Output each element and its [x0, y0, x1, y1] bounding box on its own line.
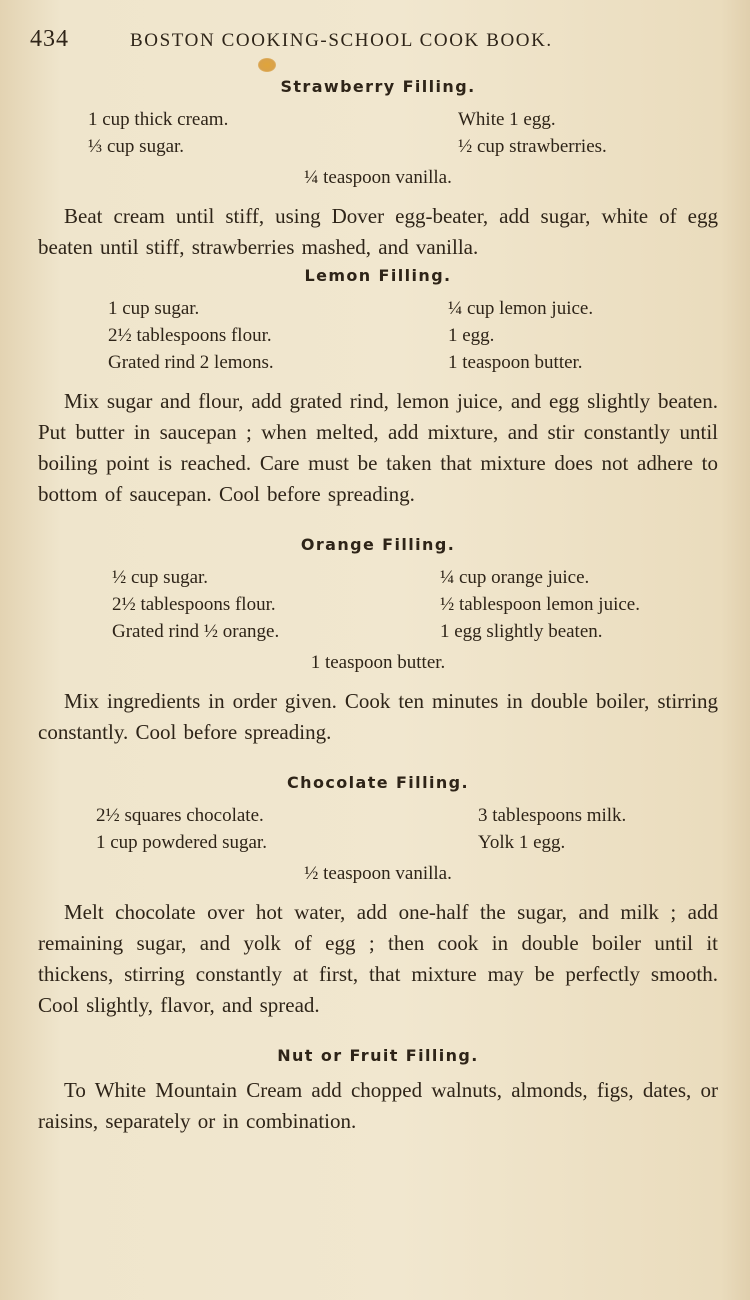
- ingredient-column-left: [38, 295, 368, 376]
- ingredient-item-centered: 1 teaspoon butter.: [310, 652, 446, 673]
- ingredient-item: ¼ cup orange juice.: [440, 567, 590, 588]
- recipe-title: Lemon Filling.: [304, 266, 452, 285]
- ingredient-item: Yolk 1 egg.: [478, 832, 566, 853]
- ingredient-item: ½ tablespoon lemon juice.: [440, 594, 640, 615]
- ingredient-item: 2½ tablespoons flour.: [112, 594, 276, 615]
- ingredient-list: [38, 802, 718, 856]
- ingredient-item: 1 egg.: [448, 325, 495, 346]
- recipe-method: Melt chocolate over hot water, add one-half the sugar, and milk ; add remaining sugar, and yolk of egg ; then cook in double boiler until it thickens, stirring constantly at first, that mixture may be perfectly smooth. Cool slightly, flavor, and spread.: [38, 900, 718, 1017]
- ingredient-column-right: [388, 802, 718, 856]
- recipe-method: Beat cream until stiff, using Dover egg-beater, add sugar, white of egg beaten until stiff, strawberries mashed, and vanilla.: [38, 204, 718, 259]
- ingredient-column-right: [388, 564, 718, 645]
- recipe-method: Mix sugar and flour, add grated rind, lemon juice, and egg slightly beaten. Put butter in saucepan ; when melted, add mixture, and stir constantly until boiling point is reached. Care must be taken that mixture does not adhere to bottom of saucepan. Cool before spreading.: [38, 389, 718, 506]
- ingredient-list: [38, 295, 718, 376]
- ingredient-item: White 1 egg.: [458, 109, 556, 130]
- ingredient-column-left: [38, 564, 368, 645]
- recipe-orange: [38, 532, 718, 748]
- recipe-strawberry: [38, 74, 718, 263]
- ingredient-item: ¼ cup lemon juice.: [448, 298, 594, 319]
- ingredient-item: ½ cup strawberries.: [458, 136, 607, 157]
- ingredient-item: 1 cup sugar.: [108, 298, 200, 319]
- ingredient-item-centered: ¼ teaspoon vanilla.: [304, 167, 452, 188]
- ingredient-item-centered: ½ teaspoon vanilla.: [304, 863, 452, 884]
- ingredient-item: 1 cup thick cream.: [88, 109, 229, 130]
- ingredient-column-left: [38, 802, 368, 856]
- ingredient-item: Grated rind 2 lemons.: [108, 352, 274, 373]
- recipe-title: Nut or Fruit Filling.: [277, 1046, 479, 1065]
- ingredient-column-right: [388, 295, 718, 376]
- recipe-method: Mix ingredients in order given. Cook ten minutes in double boiler, stirring constantly. Cool before spreading.: [38, 689, 718, 744]
- page-number: 434: [30, 26, 69, 52]
- ingredient-item: ½ cup sugar.: [112, 567, 209, 588]
- recipe-lemon: [38, 263, 718, 510]
- recipe-title: Strawberry Filling.: [280, 77, 476, 96]
- paper-stain: [258, 58, 276, 72]
- ingredient-item: 1 teaspoon butter.: [448, 352, 583, 373]
- ingredient-item: ⅓ cup sugar.: [88, 136, 185, 157]
- page-header: [30, 26, 720, 56]
- recipe-chocolate: [38, 770, 718, 1021]
- ingredient-item: 1 egg slightly beaten.: [440, 621, 603, 642]
- ingredient-item: 2½ squares chocolate.: [96, 805, 264, 826]
- page-content: [38, 74, 718, 1137]
- ingredient-column-left: [38, 106, 368, 160]
- recipe-title: Chocolate Filling.: [287, 773, 469, 792]
- ingredient-item: 2½ tablespoons flour.: [108, 325, 272, 346]
- ingredient-column-right: [388, 106, 718, 160]
- ingredient-item: 3 tablespoons milk.: [478, 805, 627, 826]
- ingredient-list: [38, 564, 718, 645]
- recipe-title: Orange Filling.: [300, 535, 456, 554]
- ingredient-item: 1 cup powdered sugar.: [96, 832, 267, 853]
- recipe-nut-fruit: [38, 1043, 718, 1137]
- running-head: BOSTON COOKING-SCHOOL COOK BOOK.: [130, 30, 553, 51]
- ingredient-item: Grated rind ½ orange.: [112, 621, 280, 642]
- recipe-method: To White Mountain Cream add chopped walnuts, almonds, figs, dates, or raisins, separately or in combination.: [38, 1078, 718, 1133]
- ingredient-list: [38, 106, 718, 160]
